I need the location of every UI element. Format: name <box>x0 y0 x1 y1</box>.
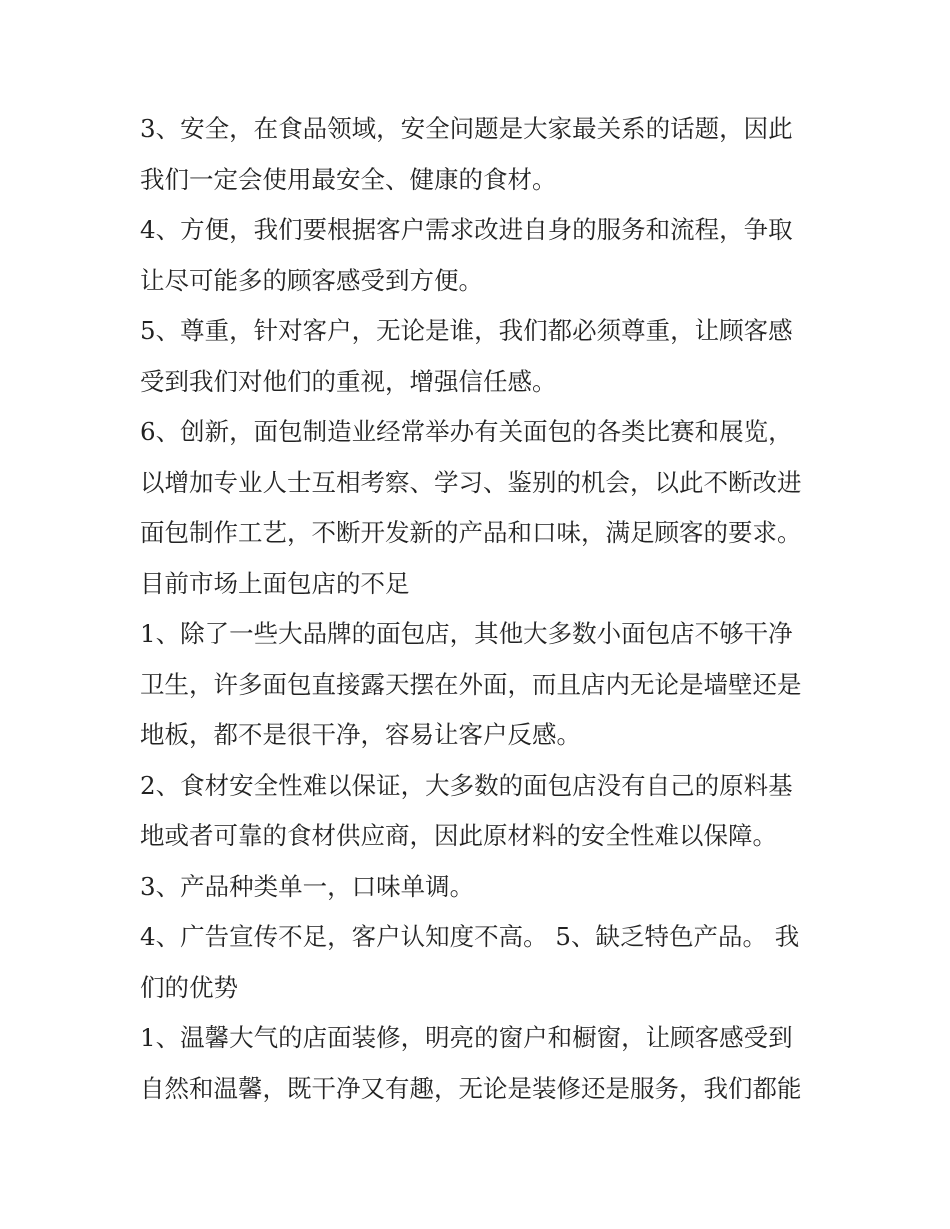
text-line: 3、产品种类单一，口味单调。 <box>140 871 475 901</box>
text-line: 受到我们对他们的重视，增强信任感。 <box>140 366 557 396</box>
text-line: 4、广告宣传不足，客户认知度不高。 5、缺乏特色产品。 我 <box>140 922 800 951</box>
text-line: 4、方便，我们要根据客户需求改进自身的服务和流程，争取 <box>140 215 793 244</box>
text-line: 自然和温馨，既干净又有趣，无论是装修还是服务，我们都能 <box>140 1073 802 1103</box>
text-line: 1、温馨大气的店面装修，明亮的窗户和橱窗，让顾客感受到 <box>140 1023 793 1052</box>
text-line: 6、创新，面包制造业经常举办有关面包的各类比赛和展览， <box>140 417 793 446</box>
text-line: 我们一定会使用最安全、健康的食材。 <box>140 164 557 194</box>
document-body <box>140 104 830 1114</box>
text-line: 地板，都不是很干净，容易让客户反感。 <box>140 720 581 749</box>
text-line: 让尽可能多的顾客感受到方便。 <box>140 265 483 295</box>
text-line: 1、除了一些大品牌的面包店，其他大多数小面包店不够干净 <box>140 619 793 648</box>
text-line: 地或者可靠的食材供应商，因此原材料的安全性难以保障。 <box>140 821 777 850</box>
text-line: 2、食材安全性难以保证，大多数的面包店没有自己的原料基 <box>140 770 793 800</box>
text-line: 面包制作工艺，不断开发新的产品和口味，满足顾客的要求。 <box>140 518 802 547</box>
text-line: 们的优势 <box>140 972 238 1002</box>
text-line: 卫生，许多面包直接露天摆在外面，而且店内无论是墙壁还是 <box>140 669 802 699</box>
text-line: 以增加专业人士互相考察、学习、鉴别的机会，以此不断改进 <box>140 467 802 497</box>
section-heading: 目前市场上面包店的不足 <box>140 568 410 598</box>
text-line: 5、尊重，针对客户，无论是谁，我们都必须尊重，让顾客感 <box>140 316 793 345</box>
text-line: 3、安全，在食品领域，安全问题是大家最关系的话题，因此 <box>140 114 793 143</box>
